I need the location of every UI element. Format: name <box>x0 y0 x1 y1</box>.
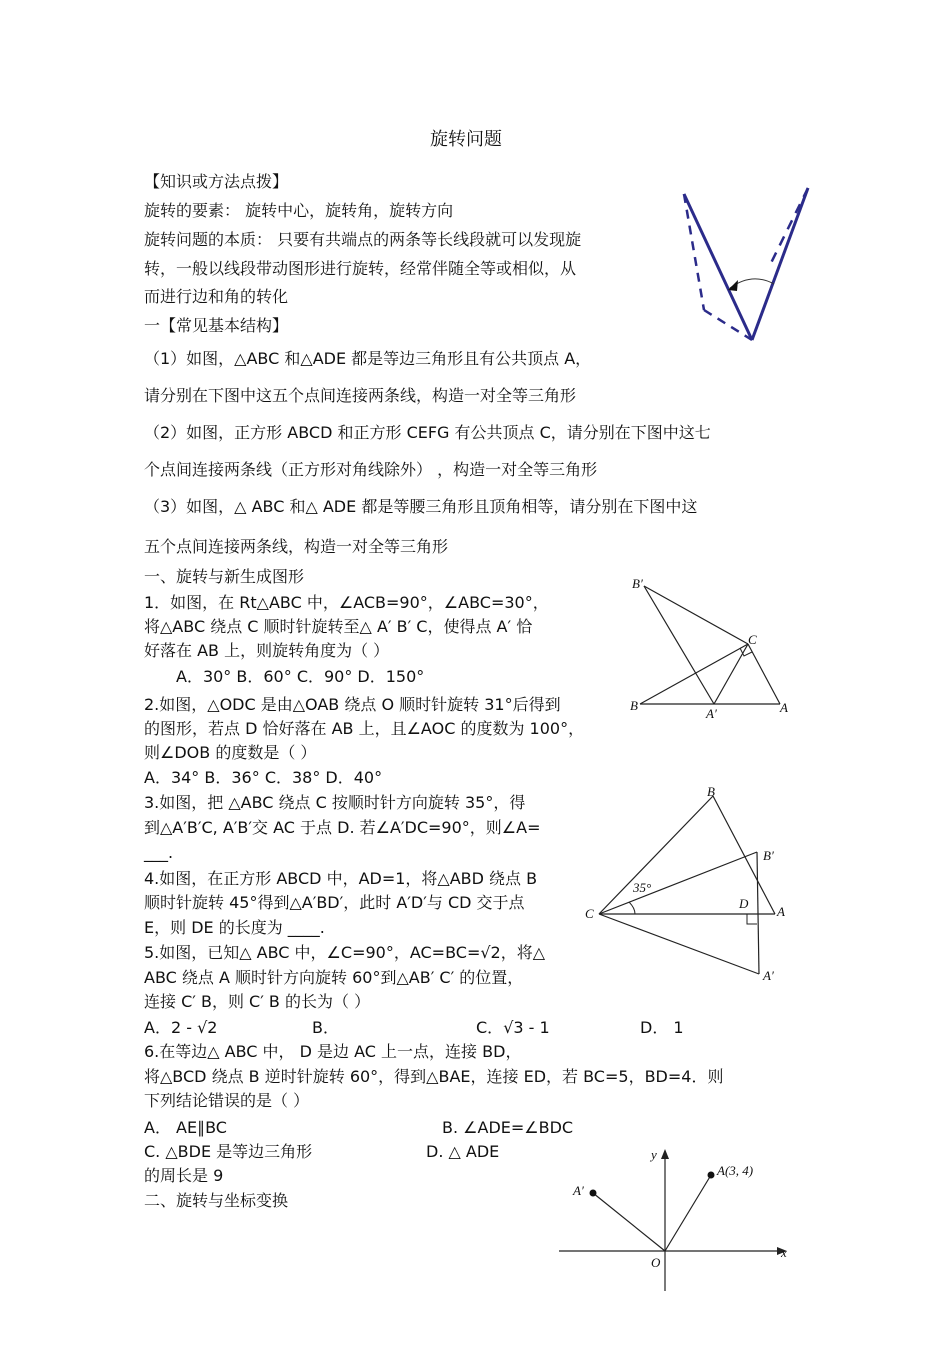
q1-line1: 1．如图，在 Rt△ABC 中，∠ACB=90°，∠ABC=30°， <box>144 593 549 612</box>
page-title: 旋转问题 <box>430 129 502 150</box>
fig4-label-a-prime: A′ <box>573 1183 584 1198</box>
sqrt-2: √2 <box>480 943 501 962</box>
fig3-label-d: D <box>739 896 749 911</box>
q3-line2: 到△A′B′C, A′B′交 AC 于点 D. 若∠A′DC=90°，则∠A= <box>144 818 541 837</box>
fig4-label-a: A(3, 4) <box>717 1163 754 1178</box>
fig1-label-b: B <box>630 698 638 713</box>
intro-elements: 旋转的要素： 旋转中心，旋转角，旋转方向 <box>144 201 454 220</box>
figure-q3 <box>585 782 790 982</box>
intro-heading: 【知识或方法点拨】 <box>144 172 289 191</box>
q5-option-d: D． 1 <box>640 1018 684 1037</box>
fig1-label-a: A <box>780 700 788 715</box>
section1-heading: 一【常见基本结构】 <box>144 316 289 335</box>
structure-2b: 个点间连接两条线（正方形对角线除外） ，构造一对全等三角形 <box>144 460 598 479</box>
q2-line3: 则∠DOB 的度数是（ ） <box>144 743 317 762</box>
rotation-v-figure <box>670 180 820 350</box>
q3-line1: 3.如图，把 △ABC 绕点 C 按顺时针方向旋转 35°，得 <box>144 793 526 812</box>
arrow-head <box>728 280 738 291</box>
q6-option-d: D. △ ADE <box>426 1142 500 1161</box>
fig3-label-angle: 35° <box>633 880 652 895</box>
q1-line3: 好落在 AB 上，则旋转角度为（ ） <box>144 641 390 660</box>
q6-line2: 将△BCD 绕点 B 逆时针旋转 60°，得到△BAE，连接 ED，若 BC=5，BD=4．则 <box>144 1067 724 1086</box>
fig3-label-a-prime: A′ <box>763 968 774 982</box>
structure-1a: （1）如图，△ABC 和△ADE 都是等边三角形且有公共顶点 A， <box>144 349 592 368</box>
figure-q1 <box>628 574 790 720</box>
intro-essence-1: 旋转问题的本质： 只要有共端点的两条等长线段就可以发现旋 <box>144 230 582 249</box>
fig4-label-o: O <box>651 1255 661 1270</box>
q1-line2: 将△ABC 绕点 C 顺时针旋转至△ A′ B′ C，使得点 A′ 恰 <box>144 617 533 636</box>
q2-options: A．34° B．36° C．38° D．40° <box>144 768 383 787</box>
q4-line3: E，则 DE 的长度为 ____. <box>144 918 325 937</box>
dashed-left <box>684 194 704 310</box>
structure-3a: （3）如图，△ ABC 和△ ADE 都是等腰三角形且顶角相等，请分别在下图中这 <box>144 497 698 516</box>
fig3-label-a: A <box>777 904 785 919</box>
part2-heading: 二、旋转与坐标变换 <box>144 1191 289 1210</box>
q6-option-d-cont: 的周长是 9 <box>144 1166 224 1185</box>
fig1-label-c: C <box>748 632 757 647</box>
q5-option-b: B． <box>312 1018 339 1037</box>
q6-option-c: C. △BDE 是等边三角形 <box>144 1142 313 1161</box>
figure-coordinates <box>555 1145 795 1295</box>
q5-line3: 连接 C′ B，则 C′ B 的长为（ ） <box>144 992 371 1011</box>
segment-right <box>752 188 808 340</box>
q5-option-c: C．√3 - 1 <box>476 1018 550 1037</box>
intro-essence-3: 而进行边和角的转化 <box>144 287 289 306</box>
structure-3b: 五个点间连接两条线，构造一对全等三角形 <box>144 537 449 556</box>
q5-line2: ABC 绕点 A 顺时针方向旋转 60°到△AB′ C′ 的位置， <box>144 968 524 987</box>
q2-line1: 2.如图，△ODC 是由△OAB 绕点 O 顺时针旋转 31°后得到 <box>144 695 561 714</box>
fig4-label-y: y <box>651 1147 657 1162</box>
part1-heading: 一、旋转与新生成图形 <box>144 567 305 586</box>
q5-option-a: A．2 - √2 <box>144 1018 218 1037</box>
q4-line1: 4.如图，在正方形 ABCD 中，AD=1，将△ABD 绕点 B <box>144 869 538 888</box>
q5-line1: 5.如图，已知△ ABC 中，∠C=90°，AC=BC=√2，将△ <box>144 943 546 962</box>
q2-line2: 的图形，若点 D 恰好落在 AB 上，且∠AOC 的度数为 100°， <box>144 719 585 738</box>
q3-line3: ___. <box>144 843 174 862</box>
fig4-label-x: x <box>781 1245 787 1260</box>
q6-option-b: B. ∠ADE=∠BDC <box>442 1118 574 1137</box>
fig3-label-c: C <box>585 906 594 921</box>
fig3-label-b: B <box>707 784 715 799</box>
structure-1b: 请分别在下图中这五个点间连接两条线，构造一对全等三角形 <box>144 386 577 405</box>
q1-options: A．30° B．60° C．90° D．150° <box>176 667 425 686</box>
fig1-label-b-prime: B′ <box>632 576 643 591</box>
intro-essence-2: 转，一般以线段带动图形进行旋转，经常伴随全等或相似，从 <box>144 259 577 278</box>
q4-line2: 顺时针旋转 45°得到△A′BD′，此时 A′D′与 CD 交于点 <box>144 893 525 912</box>
point-a <box>708 1172 715 1179</box>
point-a-prime <box>590 1190 597 1197</box>
fig3-label-b-prime: B′ <box>763 848 774 863</box>
q6-line1: 6.在等边△ ABC 中， D 是边 AC 上一点，连接 BD， <box>144 1042 522 1061</box>
fig1-label-a-prime: A′ <box>706 706 717 720</box>
q6-line3: 下列结论错误的是（ ） <box>144 1091 310 1110</box>
q6-option-a: A． AE∥BC <box>144 1118 227 1137</box>
structure-2a: （2）如图，正方形 ABCD 和正方形 CEFG 有公共顶点 C，请分别在下图中这七 <box>144 423 711 442</box>
